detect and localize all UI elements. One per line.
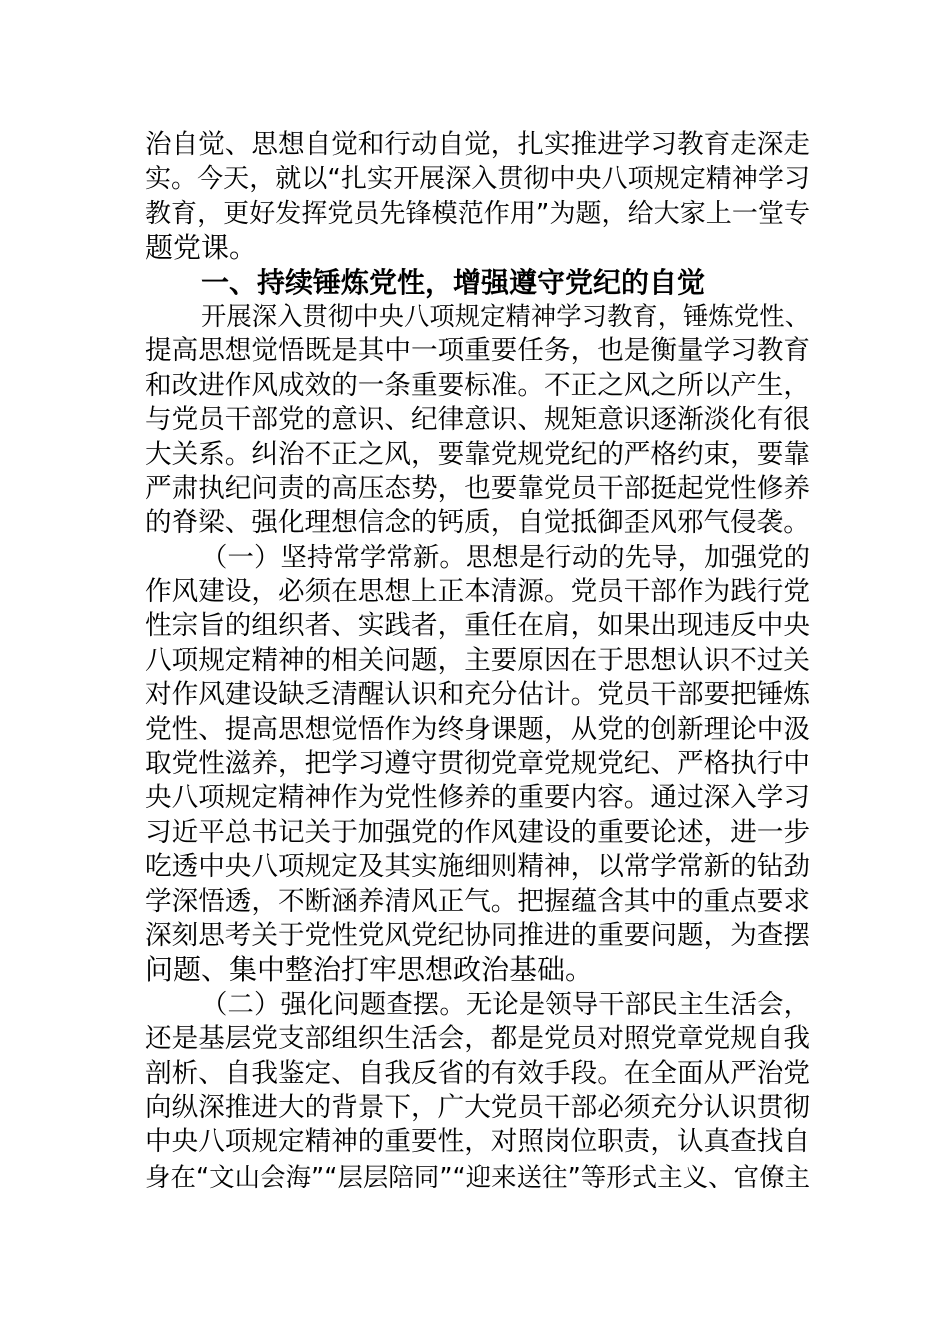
- text-line: 提高思想觉悟既是其中一项重要任务，也是衡量学习教育: [145, 335, 810, 367]
- text-line: 性宗旨的组织者、实践者，重任在肩，如果出现违反中央: [145, 610, 810, 642]
- document-body: [145, 128, 810, 1194]
- text-line: 和改进作风成效的一条重要标准。不正之风之所以产生，: [145, 369, 810, 401]
- text-line: 身在“文山会海”“层层陪同”“迎来送往”等形式主义、官僚主: [145, 1161, 810, 1192]
- text-line: 开展深入贯彻中央八项规定精神学习教育，锤炼党性、: [201, 301, 810, 331]
- text-line: 还是基层党支部组织生活会，都是党员对照党章党规自我: [145, 1023, 810, 1055]
- text-line: 党性、提高思想觉悟作为终身课题，从党的创新理论中汲: [145, 713, 810, 745]
- text-line: 向纵深推进大的背景下，广大党员干部必须充分认识贯彻: [145, 1091, 810, 1123]
- section-heading: 一、持续锤炼党性，增强遵守党纪的自觉: [201, 265, 706, 299]
- text-line: 的脊梁、强化理想信念的钙质，自觉抵御歪风邪气侵袭。: [145, 507, 810, 539]
- text-line: 教育，更好发挥党员先锋模范作用”为题，给大家上一堂专: [145, 198, 810, 229]
- text-line: 八项规定精神的相关问题，主要原因在于思想认识不过关: [145, 644, 810, 676]
- text-line: 问题、集中整治打牢思想政治基础。: [145, 953, 594, 987]
- text-line: 与党员干部党的意识、纪律意识、规矩意识逐渐淡化有很: [145, 404, 810, 436]
- text-line: 严肃执纪问责的高压态势，也要靠党员干部挺起党性修养: [145, 472, 810, 504]
- text-line: 大关系。纠治不正之风，要靠党规党纪的严格约束，要靠: [145, 438, 810, 470]
- text-line: 深刻思考关于党性党风党纪协同推进的重要问题，为查摆: [145, 919, 810, 951]
- text-line: 中央八项规定精神的重要性，对照岗位职责，认真查找自: [145, 1126, 810, 1158]
- text-line: （一）坚持常学常新。思想是行动的先导，加强党的: [201, 541, 810, 573]
- text-line: 实。今天，就以“扎实开展深入贯彻中央八项规定精神学习: [145, 164, 810, 195]
- text-line: 剖析、自我鉴定、自我反省的有效手段。在全面从严治党: [145, 1057, 810, 1089]
- text-line: 学深悟透，不断涵养清风正气。把握蕴含其中的重点要求: [145, 885, 810, 917]
- text-line: （二）强化问题查摆。无论是领导干部民主生活会，: [201, 988, 810, 1020]
- text-line: 取党性滋养，把学习遵守贯彻党章党规党纪、严格执行中: [145, 748, 810, 780]
- text-line: 题党课。: [145, 231, 258, 265]
- text-line: 习近平总书记关于加强党的作风建设的重要论述，进一步: [145, 816, 810, 848]
- text-line: 央八项规定精神作为党性修养的重要内容。通过深入学习: [145, 782, 810, 814]
- text-line: 作风建设，必须在思想上正本清源。党员干部作为践行党: [145, 576, 810, 608]
- text-line: 治自觉、思想自觉和行动自觉，扎实推进学习教育走深走: [145, 129, 810, 160]
- text-line: 对作风建设缺乏清醒认识和充分估计。党员干部要把锤炼: [145, 679, 810, 711]
- text-line: 吃透中央八项规定及其实施细则精神，以常学常新的钻劲: [145, 851, 810, 883]
